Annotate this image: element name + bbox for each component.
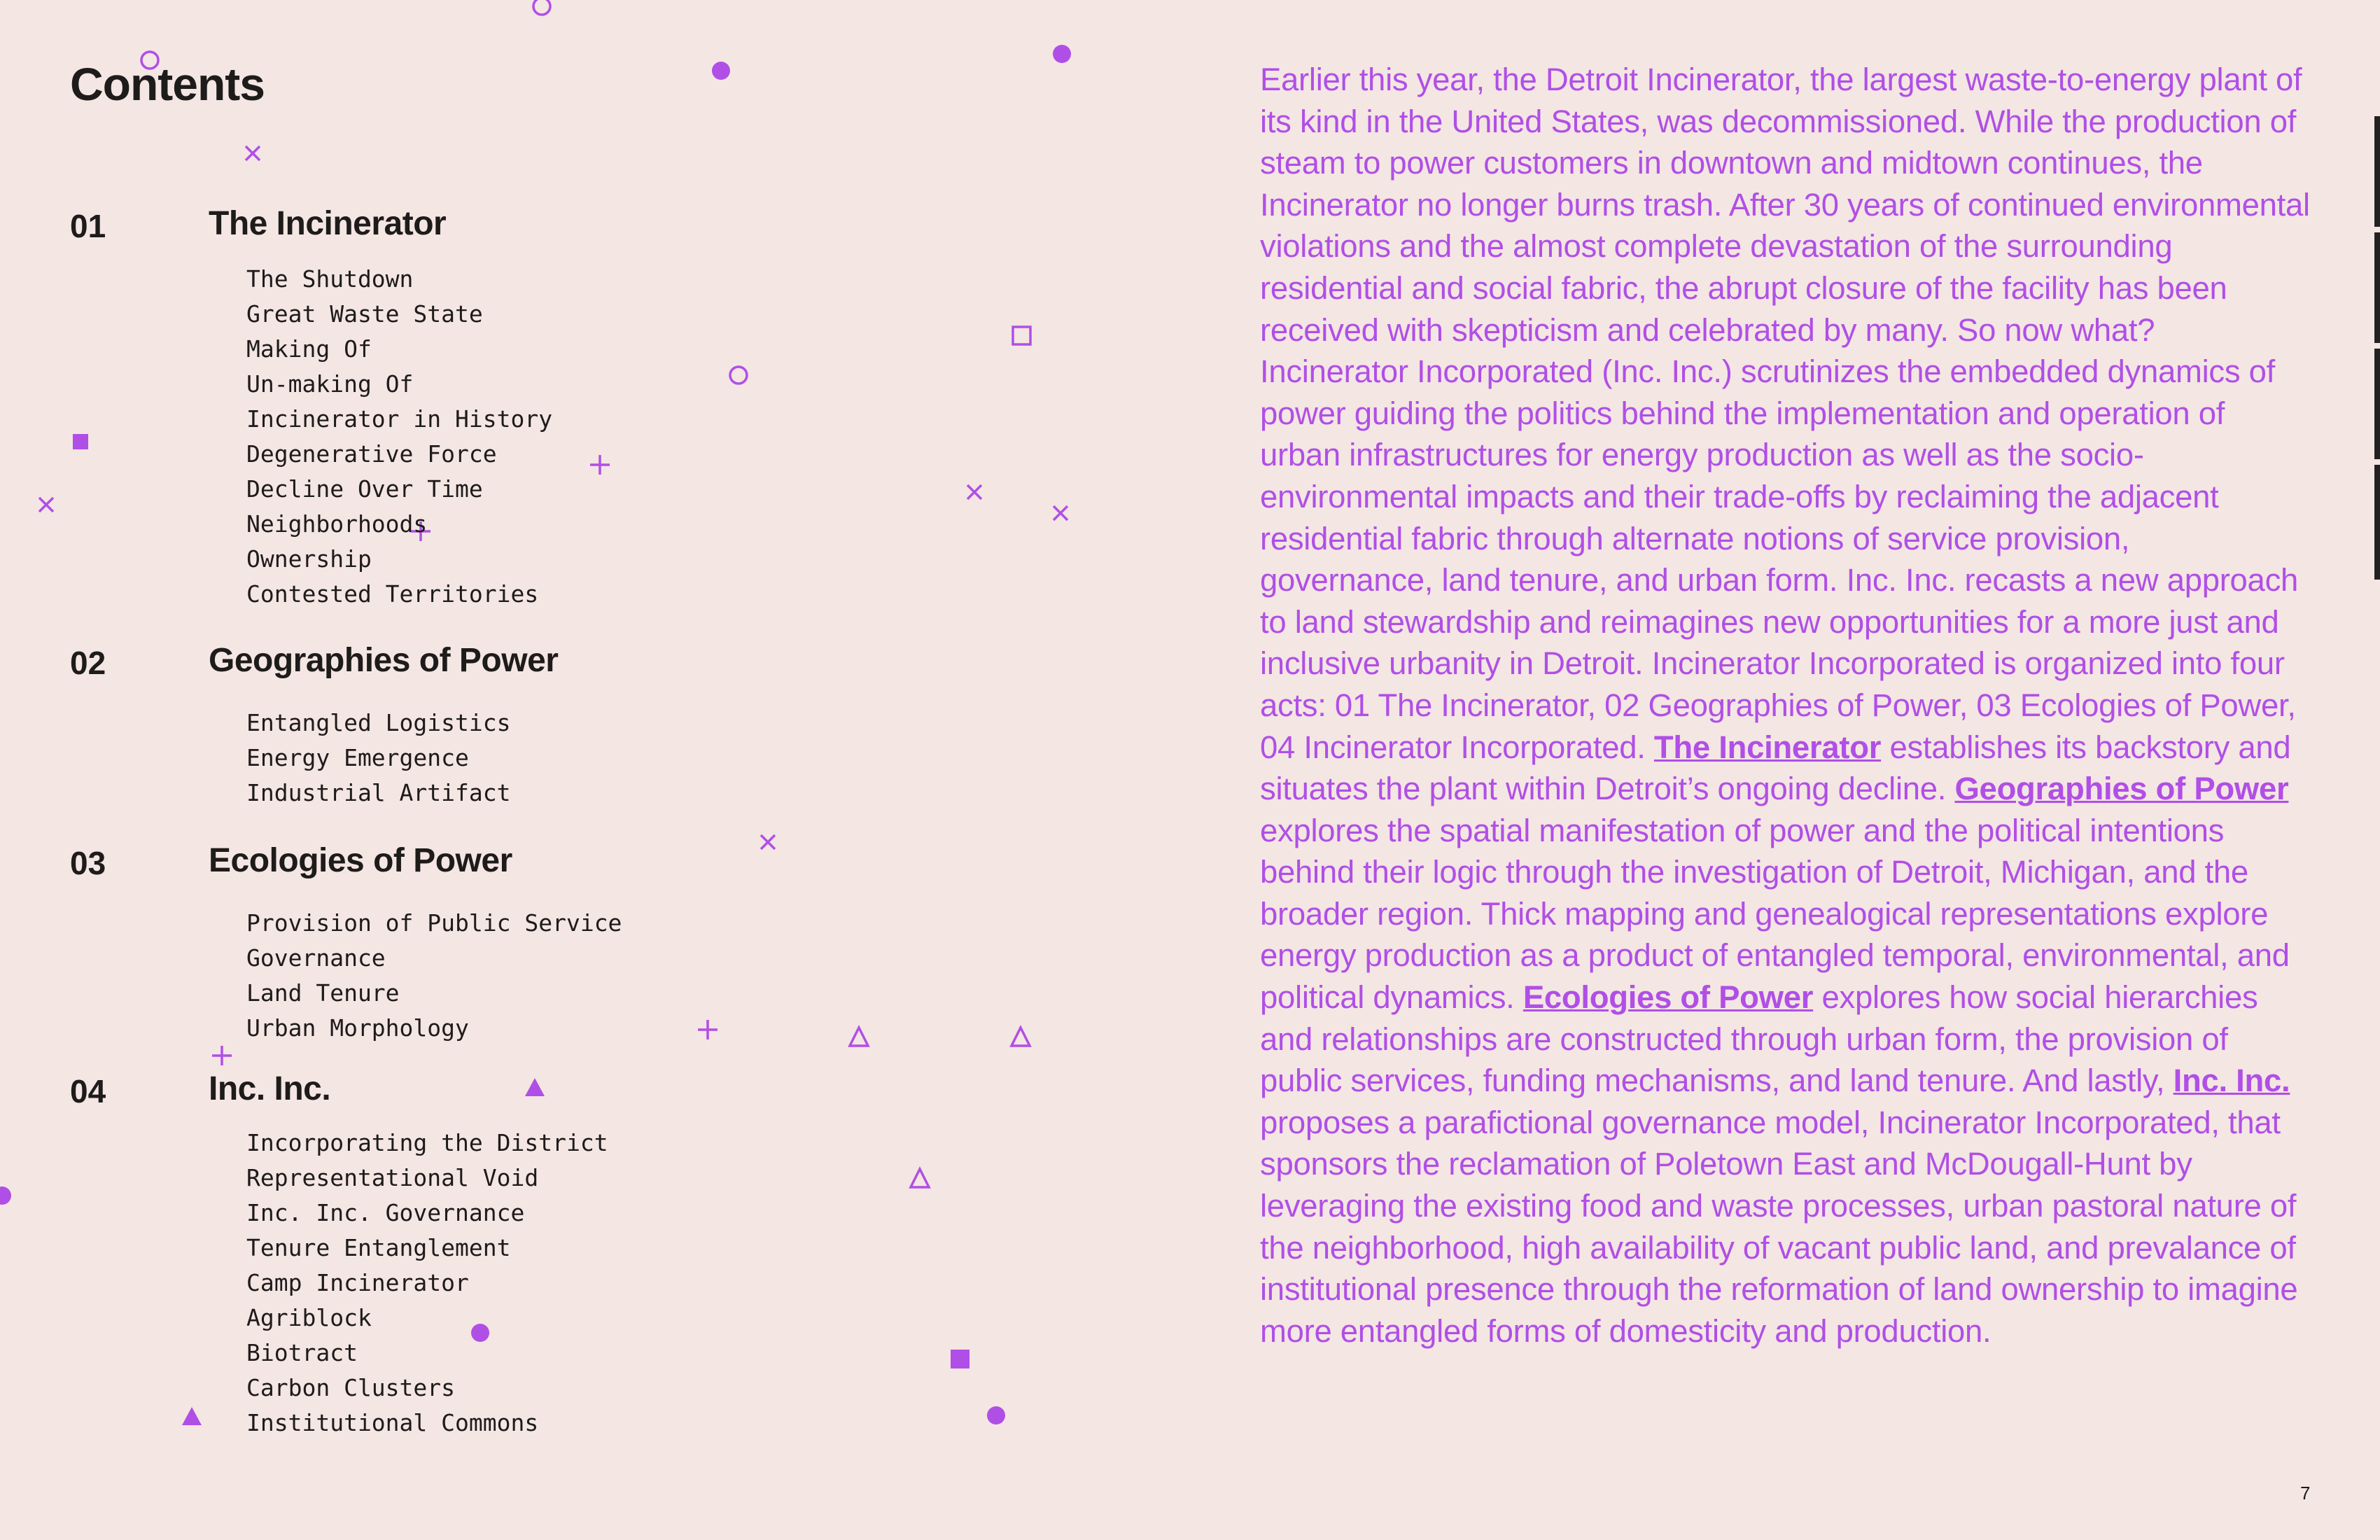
subsection-item[interactable]: Incorporating the District xyxy=(246,1129,608,1156)
subsection-list xyxy=(246,262,552,612)
intro-text: establishes its backstory and situates the plant within Detroit’s ongoing decline. xyxy=(1260,729,2291,807)
cross-icon xyxy=(39,498,53,512)
intro-paragraph xyxy=(1260,59,2310,1352)
circle-outline-icon xyxy=(730,367,747,384)
section-number: 02 xyxy=(70,645,106,681)
intro-text: Earlier this year, the Detroit Incinerator, the largest waste-to-energy plant of its kind in the United States, was decommissioned. While the production of steam to power customers in downtown and midtown continues, the Incinerator no longer burns trash. After 30 years of continued environmental violations and the almost complete devastation of the surrounding residential and social fabric, the abrupt closure of the facility has been received with skepticism and celebrated by many. So now what? Incinerator Incorporated (Inc. Inc.) scrutinizes the embedded dynamics of power guiding the politics behind the implementation and operation of urban infrastructures for energy production as well as the socio-environmental impacts and their trade-offs by reclaiming the adjacent residential fabric through alternate notions of service provision, governance, land tenure, and urban form. Inc. Inc. recasts a new approach to land stewardship and reimagines new opportunities for a more just and inclusive urbanity in Detroit. Incinerator Incorporated is organized into four acts: 01 The Incinerator, 02 Geographies of Power, 03 Ecologies of Power, 04 Incinerator Incorporated. xyxy=(1260,62,2310,765)
section-number: 03 xyxy=(70,845,106,881)
subsection-item[interactable]: Governance xyxy=(246,944,386,972)
section-title[interactable]: The Incinerator xyxy=(209,205,447,242)
link-ecologies-of-power[interactable]: Ecologies of Power xyxy=(1522,979,1814,1016)
plus-icon xyxy=(698,1020,718,1040)
intro-text: explores the spatial manifestation of power and the political intentions behind their logic through the investigation of Detroit, Michigan, and the broader region. Thick mapping and genealogical representations explore energy production as a product of entangled temporal, environmental, and political dynamics. xyxy=(1260,812,2290,1016)
subsection-item[interactable]: Land Tenure xyxy=(246,979,400,1007)
subsection-item[interactable]: Industrial Artifact xyxy=(246,779,511,806)
subsection-item[interactable]: Contested Territories xyxy=(246,580,539,608)
plus-icon xyxy=(590,455,610,475)
contents-heading: Contents xyxy=(70,58,265,110)
subsection-item[interactable]: Incinerator in History xyxy=(246,405,553,433)
section-number: 04 xyxy=(70,1073,106,1110)
subsection-item[interactable]: Tenure Entanglement xyxy=(246,1234,511,1261)
section-title[interactable]: Inc. Inc. xyxy=(209,1070,331,1107)
subsection-item[interactable]: Entangled Logistics xyxy=(246,709,511,736)
triangle-outline-icon xyxy=(911,1169,929,1187)
page-number: 7 xyxy=(2300,1483,2311,1504)
cross-icon xyxy=(246,146,260,160)
circle-filled-icon xyxy=(712,62,730,80)
plus-icon xyxy=(212,1046,232,1065)
subsection-item[interactable]: Degenerative Force xyxy=(246,440,497,468)
subsection-item[interactable]: Urban Morphology xyxy=(246,1014,469,1042)
cross-icon xyxy=(761,835,775,849)
section-title[interactable]: Ecologies of Power xyxy=(209,842,512,879)
circle-filled-icon xyxy=(0,1186,11,1205)
subsection-item[interactable]: Agriblock xyxy=(246,1304,372,1331)
subsection-item[interactable]: Decline Over Time xyxy=(246,475,483,503)
subsection-item[interactable]: Neighborhoods xyxy=(246,510,428,538)
link-the-incinerator[interactable]: The Incinerator xyxy=(1653,729,1882,765)
subsection-item[interactable]: Ownership xyxy=(246,545,372,573)
subsection-item[interactable]: Inc. Inc. Governance xyxy=(246,1199,525,1226)
subsection-item[interactable]: Un-making Of xyxy=(246,370,414,398)
intro-text: proposes a parafictional governance model, Incinerator Incorporated, that sponsors the reclamation of Poletown East and McDougall-Hunt by leveraging the existing food and waste processes, urban pastoral nature of the neighborhood, high availability of vacant public land, and prevalance of institutional presence through the reformation of land ownership to imagine more entangled forms of domesticity and production. xyxy=(1260,1104,2298,1349)
edge-tab xyxy=(2374,465,2380,580)
subsection-item[interactable]: Representational Void xyxy=(246,1164,539,1191)
edge-tab xyxy=(2374,349,2380,459)
circle-filled-icon xyxy=(987,1406,1005,1424)
subsection-item[interactable]: Energy Emergence xyxy=(246,744,469,771)
subsection-item[interactable]: Making Of xyxy=(246,335,372,363)
subsection-list xyxy=(246,906,622,1046)
subsection-item[interactable]: Biotract xyxy=(246,1339,358,1366)
edge-tab xyxy=(2374,232,2380,343)
section-number: 01 xyxy=(70,208,106,244)
triangle-outline-icon xyxy=(850,1028,868,1046)
edge-tab xyxy=(2374,116,2380,227)
circle-outline-icon xyxy=(533,0,550,15)
subsection-list xyxy=(246,706,511,811)
square-filled-icon xyxy=(73,434,88,449)
triangle-outline-icon xyxy=(1011,1028,1030,1046)
cross-icon xyxy=(1054,506,1068,520)
square-outline-icon xyxy=(1013,327,1030,344)
triangle-filled-icon xyxy=(182,1407,202,1425)
subsection-item[interactable]: The Shutdown xyxy=(246,265,414,293)
section-title[interactable]: Geographies of Power xyxy=(209,642,559,679)
subsection-item[interactable]: Camp Incinerator xyxy=(246,1269,469,1296)
subsection-item[interactable]: Great Waste State xyxy=(246,300,483,328)
cross-icon xyxy=(967,485,981,499)
circle-filled-icon xyxy=(1053,45,1071,63)
link-inc-inc[interactable]: Inc. Inc. xyxy=(2173,1063,2290,1099)
triangle-filled-icon xyxy=(525,1078,545,1096)
subsection-item[interactable]: Carbon Clusters xyxy=(246,1374,456,1401)
square-filled-icon xyxy=(951,1350,969,1368)
subsection-item[interactable]: Institutional Commons xyxy=(246,1409,539,1436)
subsection-item[interactable]: Provision of Public Service xyxy=(246,909,622,937)
subsection-list xyxy=(246,1126,608,1441)
link-geographies-of-power[interactable]: Geographies of Power xyxy=(1954,771,2289,807)
intro-text: explores how social hierarchies and relationships are constructed through urban form, the provision of public services, funding mechanisms, and land tenure. And lastly, xyxy=(1260,979,2258,1099)
